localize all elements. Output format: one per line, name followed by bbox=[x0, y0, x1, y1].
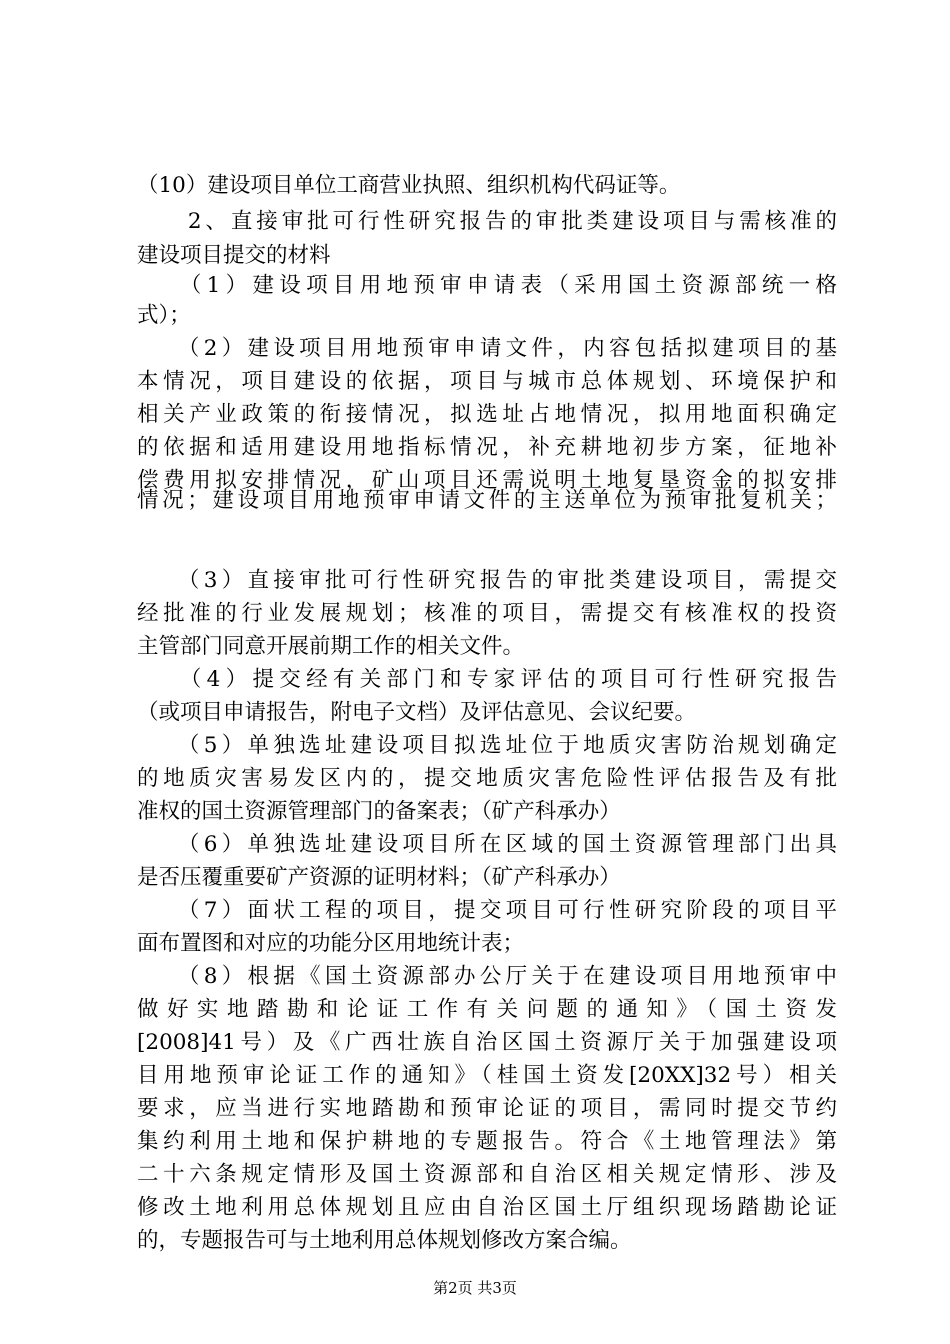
text-line: 目用地预审论证工作的通知》（桂国土资发[20XX]32号）相关 bbox=[137, 1063, 837, 1088]
text-line: （2）建设项目用地预审申请文件，内容包括拟建项目的基 bbox=[137, 336, 837, 361]
text-line: （3）直接审批可行性研究报告的审批类建设项目，需提交 bbox=[137, 568, 837, 593]
text-line: 准权的国土资源管理部门的备案表；（矿产科承办） bbox=[137, 799, 621, 824]
text-line: 经批准的行业发展规划；核准的项目，需提交有核准权的投资 bbox=[137, 601, 837, 626]
text-line: （7）面状工程的项目，提交项目可行性研究阶段的项目平 bbox=[137, 898, 837, 923]
text-line: （8）根据《国土资源部办公厅关于在建设项目用地预审中 bbox=[137, 964, 837, 989]
text-line: 做好实地踏勘和论证工作有关问题的通知》（国土资发 bbox=[137, 997, 837, 1022]
text-line: 建设项目提交的材料 bbox=[137, 243, 331, 268]
text-line: （1）建设项目用地预审申请表（采用国土资源部统一格 bbox=[137, 273, 837, 298]
text-line: （5）单独选址建设项目拟选址位于地质灾害防治规划确定 bbox=[137, 733, 837, 758]
text-line: 集约利用土地和保护耕地的专题报告。符合《土地管理法》第 bbox=[137, 1129, 837, 1154]
text-line: 相关产业政策的衔接情况，拟选址占地情况，拟用地面积确定 bbox=[137, 402, 837, 427]
text-line: 的，专题报告可与土地利用总体规划修改方案合编。 bbox=[137, 1228, 632, 1253]
text-line: 的依据和适用建设用地指标情况，补充耕地初步方案，征地补 bbox=[137, 435, 837, 460]
text-line: 二十六条规定情形及国土资源部和自治区相关规定情形、涉及 bbox=[137, 1162, 837, 1187]
text-line: 本情况，项目建设的依据，项目与城市总体规划、环境保护和 bbox=[137, 369, 837, 394]
text-line: 修改土地利用总体规划且应由自治区国土厅组织现场踏勘论证 bbox=[137, 1195, 837, 1220]
text-line: 2、直接审批可行性研究报告的审批类建设项目与需核准的 bbox=[137, 209, 837, 234]
text-line: （4）提交经有关部门和专家评估的项目可行性研究报告 bbox=[137, 667, 837, 692]
text-line: （10）建设项目单位工商营业执照、组织机构代码证等。 bbox=[137, 173, 681, 198]
text-line: 面布置图和对应的功能分区用地统计表； bbox=[137, 931, 525, 956]
text-line: 情况；建设项目用地预审申请文件的主送单位为预审批复机关； bbox=[137, 488, 837, 513]
text-line: 主管部门同意开展前期工作的相关文件。 bbox=[137, 634, 525, 659]
text-line: [2008]41号）及《广西壮族自治区国土资源厅关于加强建设项 bbox=[137, 1030, 837, 1055]
text-line: （6）单独选址建设项目所在区域的国土资源管理部门出具 bbox=[137, 832, 837, 857]
text-line: （或项目申请报告，附电子文档）及评估意见、会议纪要。 bbox=[137, 700, 697, 725]
text-line: 是否压覆重要矿产资源的证明材料；（矿产科承办） bbox=[137, 865, 621, 890]
text-line: 偿费用拟安排情况，矿山项目还需说明土地复垦资金的拟安排 bbox=[137, 468, 837, 493]
text-line: 的地质灾害易发区内的，提交地质灾害危险性评估报告及有批 bbox=[137, 766, 837, 791]
text-line: 式）； bbox=[137, 303, 191, 328]
page-footer: 第2页 共3页 bbox=[433, 1279, 517, 1297]
text-line: 要求，应当进行实地踏勘和预审论证的项目，需同时提交节约 bbox=[137, 1096, 837, 1121]
